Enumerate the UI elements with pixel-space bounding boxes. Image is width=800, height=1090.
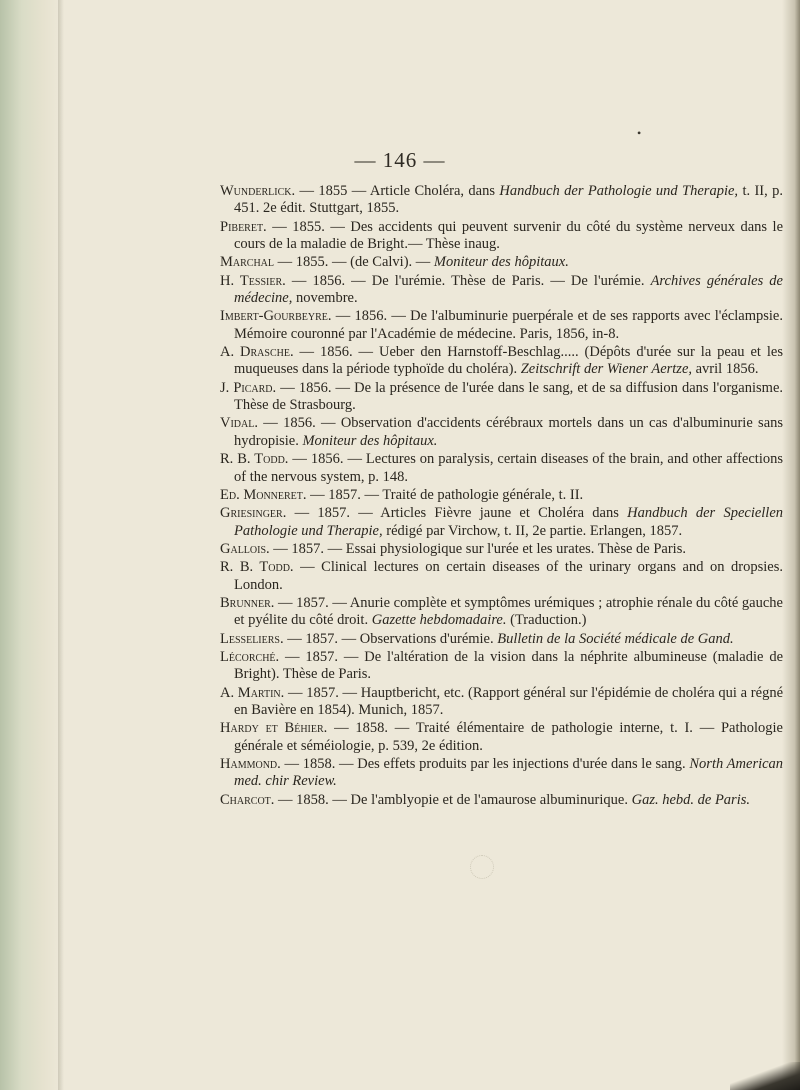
- reference-entry: Hardy et Béhier. — 1858. — Traité élémentaire de pathologie interne, t. I. — Pathologie générale et séméiologie, p. 539, 2e édition.: [220, 720, 783, 754]
- reference-year: 1855: [318, 183, 348, 199]
- page-number: — 146 —: [354, 148, 446, 172]
- reference-entry: Hammond. — 1858. — Des effets produits par les injections d'urée dans le sang. North American med. chir Review.: [220, 756, 784, 790]
- reference-entry: Lécorché. — 1857. — De l'altération de la vision dans la néphrite albumineuse (maladie de Bright). Thèse de Paris.: [220, 648, 784, 683]
- reference-text: Observation d'accidents cérébraux mortels dans un cas d'albuminurie sans hydropisie.: [234, 415, 784, 449]
- reference-entry: Imbert-Gourbeyre. — 1856. — De l'albuminurie puerpérale et de ses rapports avec l'éclampsie. Mémoire couronné par l'Académie de médecine. Paris, 1856, in-8.: [220, 308, 783, 342]
- faint-library-stamp: [470, 855, 494, 879]
- reference-details: t. II, p. 451. 2e édit. Stuttgart, 1855.: [234, 183, 784, 217]
- reference-text: Clinical lectures on certain diseases of the urinary organs and on dropsies. London.: [234, 559, 784, 593]
- reference-author: Marchal: [220, 254, 275, 271]
- reference-author: Wunderlick.: [220, 183, 296, 199]
- stray-mark: •: [637, 126, 642, 140]
- reference-year: 1856.: [283, 415, 316, 432]
- reference-year: 1857.: [305, 630, 338, 647]
- reference-entry: Charcot. — 1858. — De l'amblyopie et de l'amaurose albuminurique. Gaz. hebd. de Paris.: [220, 791, 751, 808]
- reference-year: 1855.: [292, 218, 325, 235]
- reference-details: rédigé par Virchow, t. II, 2e partie. Erlangen, 1857.: [386, 522, 683, 539]
- reference-author: R. B. Todd.: [220, 559, 294, 576]
- reference-details: avril 1856.: [695, 361, 759, 378]
- reference-year: 1856.: [310, 451, 344, 468]
- reference-entry: Ed. Monneret. — 1857. — Traité de pathologie générale, t. II.: [220, 486, 584, 503]
- reference-text: Anurie complète et symptômes urémiques ; atrophie rénale du côté gauche et pyélite du côté droit.: [234, 594, 783, 629]
- reference-year: 1856.: [298, 379, 332, 396]
- reference-source: Handbuch der Speciellen Pathologie und Therapie,: [234, 505, 784, 539]
- reference-author: Charcot.: [220, 791, 275, 808]
- reference-entry: A. Martin. — 1857. — Hauptbericht, etc. (Rapport général sur l'épidémie de choléra qui a régné en Bavière en 1854). Munich, 1857.: [220, 684, 783, 718]
- reference-details: novembre.: [296, 290, 358, 307]
- reference-year: 1857.: [291, 540, 325, 557]
- reference-source: Moniteur des hôpitaux.: [302, 432, 438, 449]
- reference-author: A. Martin.: [220, 684, 285, 701]
- reference-entry: Gallois. — 1857. — Essai physiologique sur l'urée et les urates. Thèse de Paris.: [220, 540, 686, 557]
- reference-year: 1856.: [354, 308, 388, 325]
- reference-year: 1857.: [328, 486, 361, 503]
- reference-year: 1856.: [312, 272, 346, 289]
- reference-entry: Wunderlick. — 1855 — Article Choléra, dans Handbuch der Pathologie und Therapie, t. II, p. 451. 2e édit. Stuttgart, 1855.: [220, 183, 784, 217]
- reference-entry: A. Drasche. — 1856. — Ueber den Harnstoff-Beschlag..... (Dépôts d'urée sur la peau et les muqueuses dans la période typhoïde du choléra). Zeitschrift der Wiener Aertze, avril 1856.: [220, 344, 783, 378]
- reference-author: J. Picard.: [220, 379, 277, 396]
- reference-author: R. B. Todd.: [220, 451, 289, 468]
- reference-source: Moniteur des hôpitaux.: [433, 254, 569, 271]
- reference-text: Essai physiologique sur l'urée et les urates. Thèse de Paris.: [345, 540, 686, 557]
- reference-source: Handbuch der Pathologie und Therapie,: [499, 183, 739, 199]
- reference-author: Lécorché.: [220, 648, 280, 665]
- reference-year: 1857.: [317, 505, 350, 522]
- reference-author: A. Drasche.: [220, 344, 294, 361]
- reference-text: Articles Fièvre jaune et Choléra dans: [380, 505, 619, 522]
- reference-source: Zeitschrift der Wiener Aertze,: [520, 361, 692, 378]
- reference-author: Lesseliers.: [220, 630, 284, 647]
- reference-text: Observations d'urémie.: [359, 630, 494, 647]
- reference-author: Imbert-Gourbeyre.: [220, 308, 332, 325]
- reference-author: Piberet.: [220, 218, 267, 235]
- reference-author: Brunner.: [220, 594, 275, 611]
- reference-year: 1857.: [296, 594, 329, 611]
- reference-source: Gaz. hebd. de Paris.: [631, 791, 751, 808]
- reference-text: (de Calvi). —: [350, 254, 431, 271]
- reference-text: Article Choléra, dans: [369, 183, 495, 199]
- reference-text: Des accidents qui peuvent survenir du côté du système nerveux dans le cours de la maladie de Bright.— Thèse inaug.: [234, 218, 784, 253]
- reference-text: Hauptbericht, etc. (Rapport général sur l'épidémie de choléra qui a régné en Bavière en 1854). Munich, 1857.: [234, 684, 783, 718]
- reference-text: De l'urémie. Thèse de Paris. — De l'urémie.: [371, 272, 645, 289]
- reference-year: 1858.: [355, 720, 388, 737]
- reference-text: De la présence de l'urée dans le sang, et de sa diffusion dans l'organisme. Thèse de Strasbourg.: [234, 379, 784, 414]
- reference-entry: Griesinger. — 1857. — Articles Fièvre jaune et Choléra dans Handbuch der Speciellen Pathologie und Therapie, rédigé par Virchow, t. II, 2e partie. Erlangen, 1857.: [220, 505, 784, 539]
- reference-year: 1858.: [302, 756, 336, 772]
- reference-entry: Lesseliers. — 1857. — Observations d'urémie. Bulletin de la Société médicale de Gand.: [220, 630, 734, 647]
- reference-source: Gazette hebdomadaire.: [371, 612, 507, 629]
- reference-author: Ed. Monneret.: [220, 486, 307, 503]
- reference-entry: R. B. Todd. — Clinical lectures on certain diseases of the urinary organs and on dropsies. London.: [220, 559, 784, 593]
- reference-source: Archives générales de médecine,: [234, 272, 783, 307]
- reference-year: 1858.: [296, 791, 329, 808]
- reference-text: Lectures on paralysis, certain diseases of the brain, and other affections of the nervous system, p. 148.: [234, 451, 783, 485]
- reference-author: Hammond.: [220, 756, 281, 772]
- reference-source: North American med. chir Review.: [234, 756, 784, 790]
- page-corner-shadow: [730, 1062, 800, 1090]
- reference-entry: Vidal. — 1856. — Observation d'accidents cérébraux mortels dans un cas d'albuminurie sans hydropisie. Moniteur des hôpitaux.: [220, 415, 784, 449]
- reference-text: Traité élémentaire de pathologie interne, t. I. — Pathologie générale et séméiologie, p. 539, 2e édition.: [234, 720, 783, 754]
- reference-text: De l'amblyopie et de l'amaurose albuminurique.: [350, 791, 628, 808]
- reference-text: De l'albuminurie puerpérale et de ses rapports avec l'éclampsie. Mémoire couronné par l'Académie de médecine. Paris, 1856, in-8.: [234, 308, 783, 342]
- reference-author: Griesinger.: [220, 505, 287, 522]
- reference-entry: Piberet. — 1855. — Des accidents qui peuvent survenir du côté du système nerveux dans le cours de la maladie de Bright.— Thèse inaug.: [220, 218, 784, 253]
- reference-author: Hardy et Béhier.: [220, 720, 328, 737]
- reference-entry: Brunner. — 1857. — Anurie complète et symptômes urémiques ; atrophie rénale du côté gauche et pyélite du côté droit. Gazette hebdomadaire. (Traduction.): [220, 594, 783, 629]
- reference-year: 1857.: [306, 684, 339, 701]
- reference-text: Ueber den Harnstoff-Beschlag..... (Dépôts d'urée sur la peau et les muqueuses dans la période typhoïde du choléra).: [234, 344, 783, 378]
- reference-author: Gallois.: [220, 540, 270, 557]
- reference-author: H. Tessier.: [220, 272, 286, 289]
- bibliography-list: [220, 183, 783, 810]
- reference-year: 1856.: [319, 344, 353, 361]
- reference-entry: R. B. Todd. — 1856. — Lectures on paralysis, certain diseases of the brain, and other affections of the nervous system, p. 148.: [220, 451, 783, 485]
- reference-entry: Marchal — 1855. — (de Calvi). — Moniteur des hôpitaux.: [220, 254, 569, 271]
- reference-author: Vidal.: [220, 415, 258, 432]
- reference-entry: H. Tessier. — 1856. — De l'urémie. Thèse de Paris. — De l'urémie. Archives générales de médecine, novembre.: [220, 272, 783, 307]
- reference-text: Traité de pathologie générale, t. II.: [382, 486, 584, 503]
- reference-source: Bulletin de la Société médicale de Gand.: [497, 630, 734, 647]
- reference-year: 1855.: [295, 254, 329, 271]
- reference-text: Des effets produits par les injections d'urée dans le sang.: [357, 756, 686, 772]
- reference-entry: J. Picard. — 1856. — De la présence de l'urée dans le sang, et de sa diffusion dans l'organisme. Thèse de Strasbourg.: [220, 379, 784, 414]
- reference-details: (Traduction.): [510, 612, 587, 629]
- reference-text: De l'altération de la vision dans la néphrite albumineuse (maladie de Bright). Thèse de Paris.: [234, 648, 784, 683]
- reference-year: 1857.: [305, 648, 339, 665]
